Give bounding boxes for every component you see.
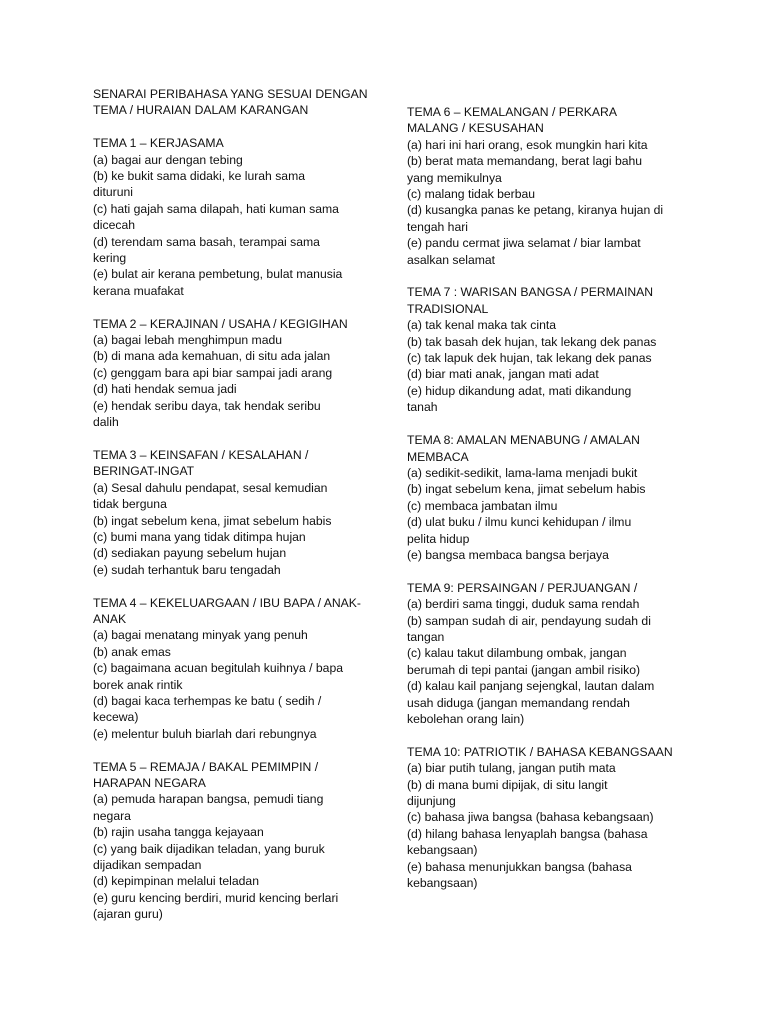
text-line: asalkan selamat: [407, 252, 496, 267]
section-heading: TEMA 2 – KERAJINAN / USAHA / KEGIGIHAN: [93, 316, 348, 331]
proverb-item: (c) malang tidak berbau: [407, 187, 536, 202]
blank-line: [407, 416, 683, 432]
blank-line: [93, 299, 365, 315]
section-heading: TEMA 5 – REMAJA / BAKAL PEMIMPIN /: [93, 759, 319, 774]
proverb-item: (a) sedikit-sedikit, lama-lama menjadi bukit: [407, 465, 638, 480]
text-line: BERINGAT-INGAT: [93, 464, 195, 479]
text-line: kebolehan orang lain): [407, 711, 525, 726]
proverb-item: (c) bahasa jiwa bangsa (bahasa kebangsaan): [407, 810, 654, 825]
proverb-item: (c) genggam bara api biar sampai jadi arang: [93, 365, 333, 380]
text-line: HARAPAN NEGARA: [93, 775, 206, 790]
proverb-item: (d) biar mati anak, jangan mati adat: [407, 367, 599, 382]
left-column: [93, 86, 368, 923]
proverb-item: (e) guru kencing berdiri, murid kencing berlari: [93, 890, 339, 905]
text-line: kebangsaan): [407, 843, 478, 858]
text-line: dituruni: [93, 185, 133, 200]
text-line: MEMBACA: [407, 449, 469, 464]
text-line: tidak berguna: [93, 497, 167, 512]
proverb-item: (b) di mana bumi dipijak, di situ langit: [407, 777, 608, 792]
proverb-item: (c) yang baik dijadikan teladan, yang buruk: [93, 841, 325, 856]
proverb-item: (c) bumi mana yang tidak ditimpa hujan: [93, 529, 306, 544]
proverb-item: (d) ulat buku / ilmu kunci kehidupan / ilmu: [407, 515, 632, 530]
proverb-item: (d) sediakan payung sebelum hujan: [93, 546, 287, 561]
proverb-item: (d) kepimpinan melalui teladan: [93, 874, 259, 889]
proverb-item: (e) hidup dikandung adat, mati dikandung: [407, 383, 632, 398]
text-line: pelita hidup: [407, 531, 470, 546]
proverb-item: (c) bagaimana acuan begitulah kuihnya / bapa: [93, 661, 344, 676]
proverb-item: (e) bangsa membaca bangsa berjaya: [407, 547, 609, 562]
section-heading: TEMA 3 – KEINSAFAN / KESALAHAN /: [93, 447, 309, 462]
proverb-item: (ajaran guru): [93, 907, 163, 922]
proverb-item: (b) sampan sudah di air, pendayung sudah di: [407, 613, 651, 628]
text-line: tengah hari: [407, 219, 468, 234]
proverb-item: (b) ingat sebelum kena, jimat sebelum habis: [93, 513, 332, 528]
text-line: ANAK: [93, 611, 127, 626]
blank-line: [93, 431, 365, 447]
text-line: kering: [93, 251, 127, 266]
proverb-item: (a) pemuda harapan bangsa, pemudi tiang: [93, 792, 324, 807]
text-line: kebangsaan): [407, 876, 478, 891]
text-line: yang memikulnya: [407, 170, 502, 185]
proverb-item: (a) berdiri sama tinggi, duduk sama rendah: [407, 597, 640, 612]
proverb-item: (e) bahasa menunjukkan bangsa (bahasa: [407, 859, 632, 874]
section-heading: TEMA 10: PATRIOTIK / BAHASA KEBANGSAAN: [407, 744, 673, 759]
proverb-item: (b) rajin usaha tangga kejayaan: [93, 825, 264, 840]
proverb-item: (a) biar putih tulang, jangan putih mata: [407, 761, 616, 776]
text-line: kecewa): [93, 710, 139, 725]
blank-line: [407, 563, 683, 579]
proverb-item: (d) hati hendak semua jadi: [93, 382, 237, 397]
right-column: [407, 104, 683, 891]
proverb-item: (b) tak basah dek hujan, tak lekang dek panas: [407, 334, 657, 349]
proverb-item: (c) kalau takut dilambung ombak, jangan: [407, 646, 627, 661]
text-line: dalih: [93, 415, 119, 430]
text-line: SENARAI PERIBAHASA YANG SESUAI DENGAN: [93, 87, 368, 101]
text-line: TRADISIONAL: [407, 301, 489, 316]
proverb-item: (b) ke bukit sama didaki, ke lurah sama: [93, 169, 306, 184]
proverb-item: (b) berat mata memandang, berat lagi bahu: [407, 154, 643, 169]
section-heading: TEMA 8: AMALAN MENABUNG / AMALAN: [407, 433, 640, 448]
text-line: usah diduga (jangan memandang rendah: [407, 695, 630, 710]
section-heading: TEMA 4 – KEKELUARGAAN / IBU BAPA / ANAK-: [93, 595, 361, 610]
proverb-item: (d) terendam sama basah, terampai sama: [93, 234, 320, 249]
proverb-item: (a) tak kenal maka tak cinta: [407, 318, 557, 333]
proverb-item: (d) bagai kaca terhempas ke batu ( sedih /: [93, 693, 322, 708]
section-heading: TEMA / HURAIAN DALAM KARANGAN: [93, 103, 309, 118]
proverb-item: (c) membaca jambatan ilmu: [407, 498, 558, 513]
section-heading: TEMA 6 – KEMALANGAN / PERKARA: [407, 105, 617, 119]
proverb-item: (b) anak emas: [93, 644, 171, 659]
text-line: berumah di tepi pantai (jangan ambil risiko): [407, 662, 641, 677]
proverb-item: (a) bagai menatang minyak yang penuh: [93, 628, 308, 643]
proverb-item: (a) bagai aur dengan tebing: [93, 152, 243, 167]
text-line: tanah: [407, 400, 438, 415]
proverb-item: (c) tak lapuk dek hujan, tak lekang dek panas: [407, 351, 652, 366]
text-line: MALANG / KESUSAHAN: [407, 121, 544, 136]
blank-line: [93, 578, 365, 594]
proverb-item: (d) hilang bahasa lenyaplah bangsa (bahasa: [407, 826, 648, 841]
blank-line: [93, 742, 365, 758]
proverb-item: (e) sudah terhantuk baru tengadah: [93, 562, 281, 577]
section-heading: TEMA 1 – KERJASAMA: [93, 136, 224, 151]
text-line: borek anak rintik: [93, 677, 183, 692]
section-heading: TEMA 9: PERSAINGAN / PERJUANGAN /: [407, 580, 638, 595]
blank-line: [407, 727, 683, 743]
proverb-item: (b) di mana ada kemahuan, di situ ada jalan: [93, 349, 331, 364]
proverb-item: (e) pandu cermat jiwa selamat / biar lambat: [407, 236, 641, 251]
proverb-item: (e) bulat air kerana pembetung, bulat manusia: [93, 267, 343, 282]
proverb-item: (c) hati gajah sama dilapah, hati kuman sama: [93, 201, 339, 216]
text-line: negara: [93, 808, 131, 823]
text-line: tangan: [407, 629, 445, 644]
text-line: dicecah: [93, 218, 136, 233]
proverb-item: (d) kusangka panas ke petang, kiranya hujan di: [407, 203, 664, 218]
text-line: dijunjung: [407, 794, 456, 808]
blank-line: [93, 119, 365, 135]
proverb-item: (e) melentur buluh biarlah dari rebungnya: [93, 726, 317, 741]
proverb-item: (d) kalau kail panjang sejengkal, lautan dalam: [407, 679, 655, 694]
section-heading: TEMA 7 : WARISAN BANGSA / PERMAINAN: [407, 285, 654, 300]
blank-line: [407, 268, 683, 284]
text-line: dijadikan sempadan: [93, 858, 202, 873]
proverb-item: (e) hendak seribu daya, tak hendak seribu: [93, 398, 321, 413]
proverb-item: (a) hari ini hari orang, esok mungkin hari kita: [407, 137, 648, 152]
proverb-item: (b) ingat sebelum kena, jimat sebelum habis: [407, 482, 646, 497]
proverb-item: (a) bagai lebah menghimpun madu: [93, 333, 283, 348]
text-line: kerana muafakat: [93, 283, 184, 298]
proverb-item: (a) Sesal dahulu pendapat, sesal kemudian: [93, 480, 328, 495]
